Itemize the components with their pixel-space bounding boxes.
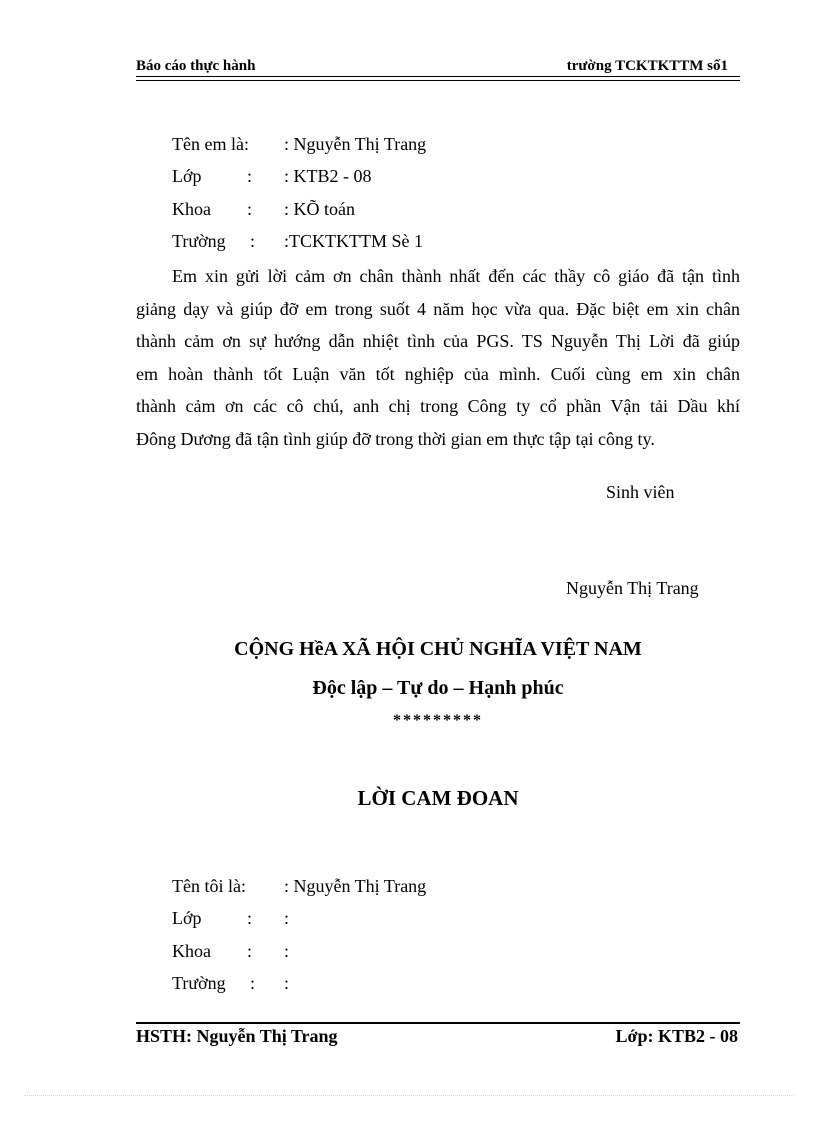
info-value: : [284, 973, 290, 993]
info-label: Khoa [172, 941, 211, 961]
paragraph-line: thành cảm ơn các cô chú, anh chị trong Công ty cổ phần Vận tải Dầu khí [136, 396, 740, 416]
info-colon: : [247, 941, 253, 961]
info-colon: : [247, 166, 253, 186]
info-label: Lớp [172, 166, 202, 186]
info-label: Khoa [172, 199, 211, 219]
info-label: Lớp [172, 908, 202, 928]
signature-role: Sinh viên [606, 482, 675, 502]
footer-rule [136, 1022, 740, 1024]
header-right-text: trường TCKTKTTM số1 [566, 58, 728, 74]
paragraph-line: Đông Dương đã tận tình giúp đỡ trong thời gian em thực tập tại công ty. [136, 428, 655, 449]
info-value: : Nguyễn Thị Trang [284, 876, 427, 896]
info-colon: : [250, 973, 256, 993]
header-left-text: Báo cáo thực hành [136, 58, 256, 74]
page-header [136, 56, 740, 76]
motto-stars: ********* [393, 712, 483, 729]
info-value: : Nguyễn Thị Trang [284, 134, 427, 154]
info-colon: : [250, 231, 256, 251]
page-bottom-divider [24, 1095, 794, 1096]
thanks-paragraph [136, 260, 740, 455]
paragraph-line-text: Em xin gửi lời cảm ơn chân thành nhất đến các thầy cô giáo đã tận tình [172, 266, 740, 286]
national-motto: Độc lập – Tự do – Hạnh phúc [312, 677, 564, 699]
info-value: :TCKTKTTM Sè 1 [284, 231, 423, 251]
info-colon: : [247, 908, 253, 928]
info-value: : KÕ toán [284, 199, 355, 219]
header-rule [136, 76, 740, 77]
signature-name: Nguyễn Thị Trang [566, 578, 699, 598]
paragraph-line: thành cảm ơn sự hướng dẫn nhiệt tình của PGS. TS Nguyễn Thị Lời đã giúp [136, 331, 740, 351]
info-label: Trường [172, 231, 226, 251]
footer-right-text: Lớp: KTB2 - 08 [615, 1026, 738, 1046]
header-rule-double [136, 80, 740, 81]
info-label: Trường [172, 973, 226, 993]
footer-left-text: HSTH: Nguyễn Thị Trang [136, 1026, 338, 1046]
paragraph-line [136, 260, 740, 293]
info-value: : [284, 908, 290, 928]
info-value: : [284, 941, 290, 961]
national-title: CỘNG HềA XÃ HỘI CHỦ NGHĨA VIỆT NAM [234, 638, 642, 660]
paragraph-line: giảng dạy và giúp đỡ em trong suốt 4 năm học vừa qua. Đặc biệt em xin chân [136, 298, 740, 319]
info-label: Tên em là: [172, 134, 249, 154]
info-value: : KTB2 - 08 [284, 166, 372, 186]
declaration-title: LỜI CAM ĐOAN [357, 786, 519, 810]
info-label: Tên tôi là: [172, 876, 246, 896]
info-colon: : [247, 199, 253, 219]
paragraph-line: em hoàn thành tốt Luận văn tốt nghiệp của mình. Cuối cùng em xin chân [136, 363, 740, 384]
